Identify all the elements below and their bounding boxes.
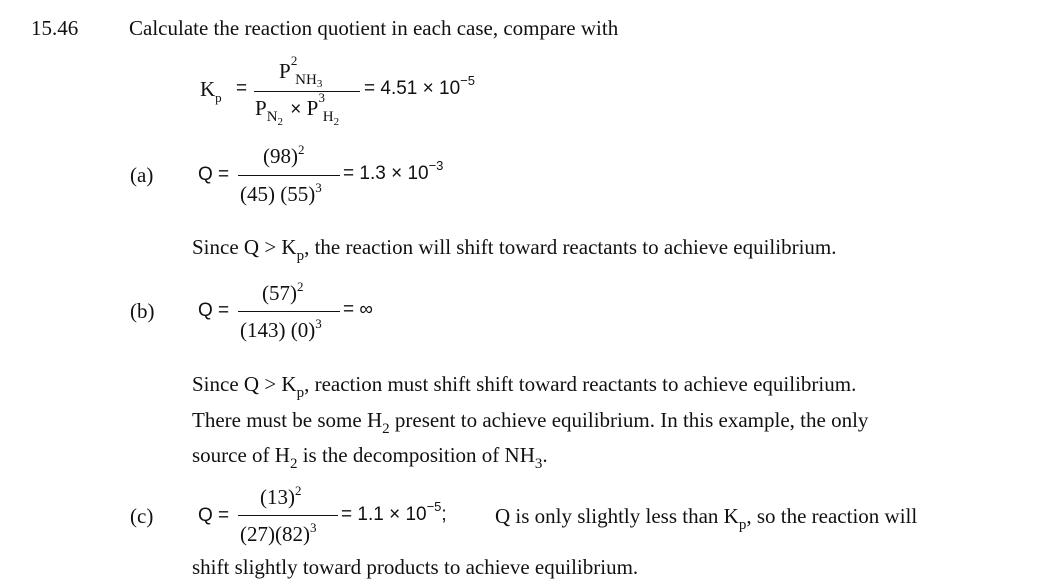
q-den-sup: 3	[309, 520, 317, 535]
explanation-sub: p	[296, 248, 305, 264]
q-den: (27)(82)	[240, 522, 310, 546]
explanation	[192, 234, 837, 263]
line2-text-a: There must be some H	[192, 407, 383, 432]
kp-den-p2-sub2: 2	[333, 116, 340, 128]
kp-den-p2-sup: 3	[318, 90, 326, 105]
kp-numerator	[279, 53, 323, 90]
problem-number: 15.46	[31, 16, 79, 40]
line3-sub2: 3	[534, 456, 543, 472]
line3-sub: 2	[289, 456, 298, 472]
kp-num-sup: 2	[290, 53, 298, 68]
kp-num-sub: NH	[295, 72, 317, 88]
line1-sub: p	[296, 385, 305, 401]
kp-den-p1-sub: N	[266, 109, 278, 125]
comment-sub: p	[738, 517, 747, 533]
line2-sub: 2	[382, 420, 390, 437]
q-symbol: Q =	[198, 300, 230, 321]
q-rhs-value: = 1.3 × 10	[343, 163, 429, 184]
part-label: (a)	[130, 163, 154, 187]
problem-statement: Calculate the reaction quotient in each case, compare with	[129, 16, 619, 40]
q-num: (57)	[262, 281, 297, 305]
explanation-paragraph	[192, 368, 868, 475]
kp-den-p2: P	[306, 96, 318, 120]
q-fraction-bar	[238, 311, 340, 312]
kp-den-p2-sub: H	[322, 109, 334, 125]
line3-text-c: .	[542, 443, 548, 467]
kp-den-p1-sub2: 2	[277, 116, 284, 128]
q-numerator	[260, 484, 302, 513]
q-numerator	[263, 143, 305, 172]
kp-rhs-value: = 4.51 × 10	[364, 78, 461, 99]
q-num-sup: 2	[295, 483, 302, 498]
part-label: (b)	[130, 299, 155, 323]
explanation-line-2	[192, 404, 868, 440]
kp-den-times: ×	[290, 99, 302, 120]
kp-fraction-bar	[254, 91, 360, 92]
kp-symbol: K	[200, 77, 216, 101]
kp-num-base: P	[279, 59, 290, 83]
kp-rhs-exp: −5	[460, 73, 475, 88]
q-rhs	[341, 499, 447, 526]
kp-den-p1: P	[255, 96, 267, 120]
comment	[495, 503, 917, 532]
continuation: shift slightly toward products to achieve equilibrium.	[192, 555, 639, 579]
kp-denominator	[255, 90, 340, 128]
q-den: (45) (55)	[240, 182, 316, 206]
q-num-sup: 2	[298, 142, 305, 157]
q-denominator	[240, 521, 316, 550]
line3-text-a: source of H	[192, 443, 290, 467]
kp-lhs	[200, 76, 222, 105]
line3-text-b: is the decomposition of NH	[297, 443, 535, 467]
q-den: (143) (0)	[240, 318, 316, 342]
q-numerator	[262, 280, 304, 309]
comment-text-2: , so the reaction will	[746, 504, 918, 528]
q-rhs-value: = 1.1 × 10	[341, 504, 427, 525]
line2-text-b: present to achieve equilibrium. In this example, the only	[389, 407, 869, 432]
q-num: (98)	[263, 144, 298, 168]
q-rhs-exp: −3	[428, 158, 444, 173]
q-rhs	[343, 158, 444, 185]
explanation-line-3	[192, 439, 868, 475]
q-fraction-bar	[238, 175, 340, 176]
explanation-text-1: Since Q > K	[192, 235, 297, 259]
q-den-sup: 3	[315, 180, 322, 195]
q-fraction-bar	[238, 515, 338, 516]
explanation-text-2: , the reaction will shift toward reactants to achieve equilibrium.	[304, 235, 837, 259]
q-symbol: Q =	[198, 164, 230, 185]
kp-num-sub2: 3	[316, 78, 323, 90]
q-symbol: Q =	[198, 505, 230, 526]
q-denominator	[240, 181, 322, 210]
comment-text-1: Q is only slightly less than K	[495, 504, 739, 528]
q-den-sup: 3	[315, 316, 322, 331]
q-rhs-tail: ;	[441, 504, 447, 525]
q-rhs: = ∞	[343, 299, 373, 320]
kp-symbol-sub: p	[215, 90, 222, 105]
line1-text-a: Since Q > K	[192, 372, 297, 396]
q-rhs-exp: −5	[426, 499, 442, 514]
line1-text-b: , reaction must shift shift toward reactants to achieve equilibrium.	[304, 372, 857, 396]
explanation-line-1	[192, 368, 868, 404]
part-label: (c)	[130, 504, 154, 528]
kp-equals: =	[236, 78, 248, 99]
q-num: (13)	[260, 485, 295, 509]
q-denominator	[240, 317, 322, 346]
q-num-sup: 2	[297, 279, 304, 294]
kp-rhs	[364, 73, 475, 100]
